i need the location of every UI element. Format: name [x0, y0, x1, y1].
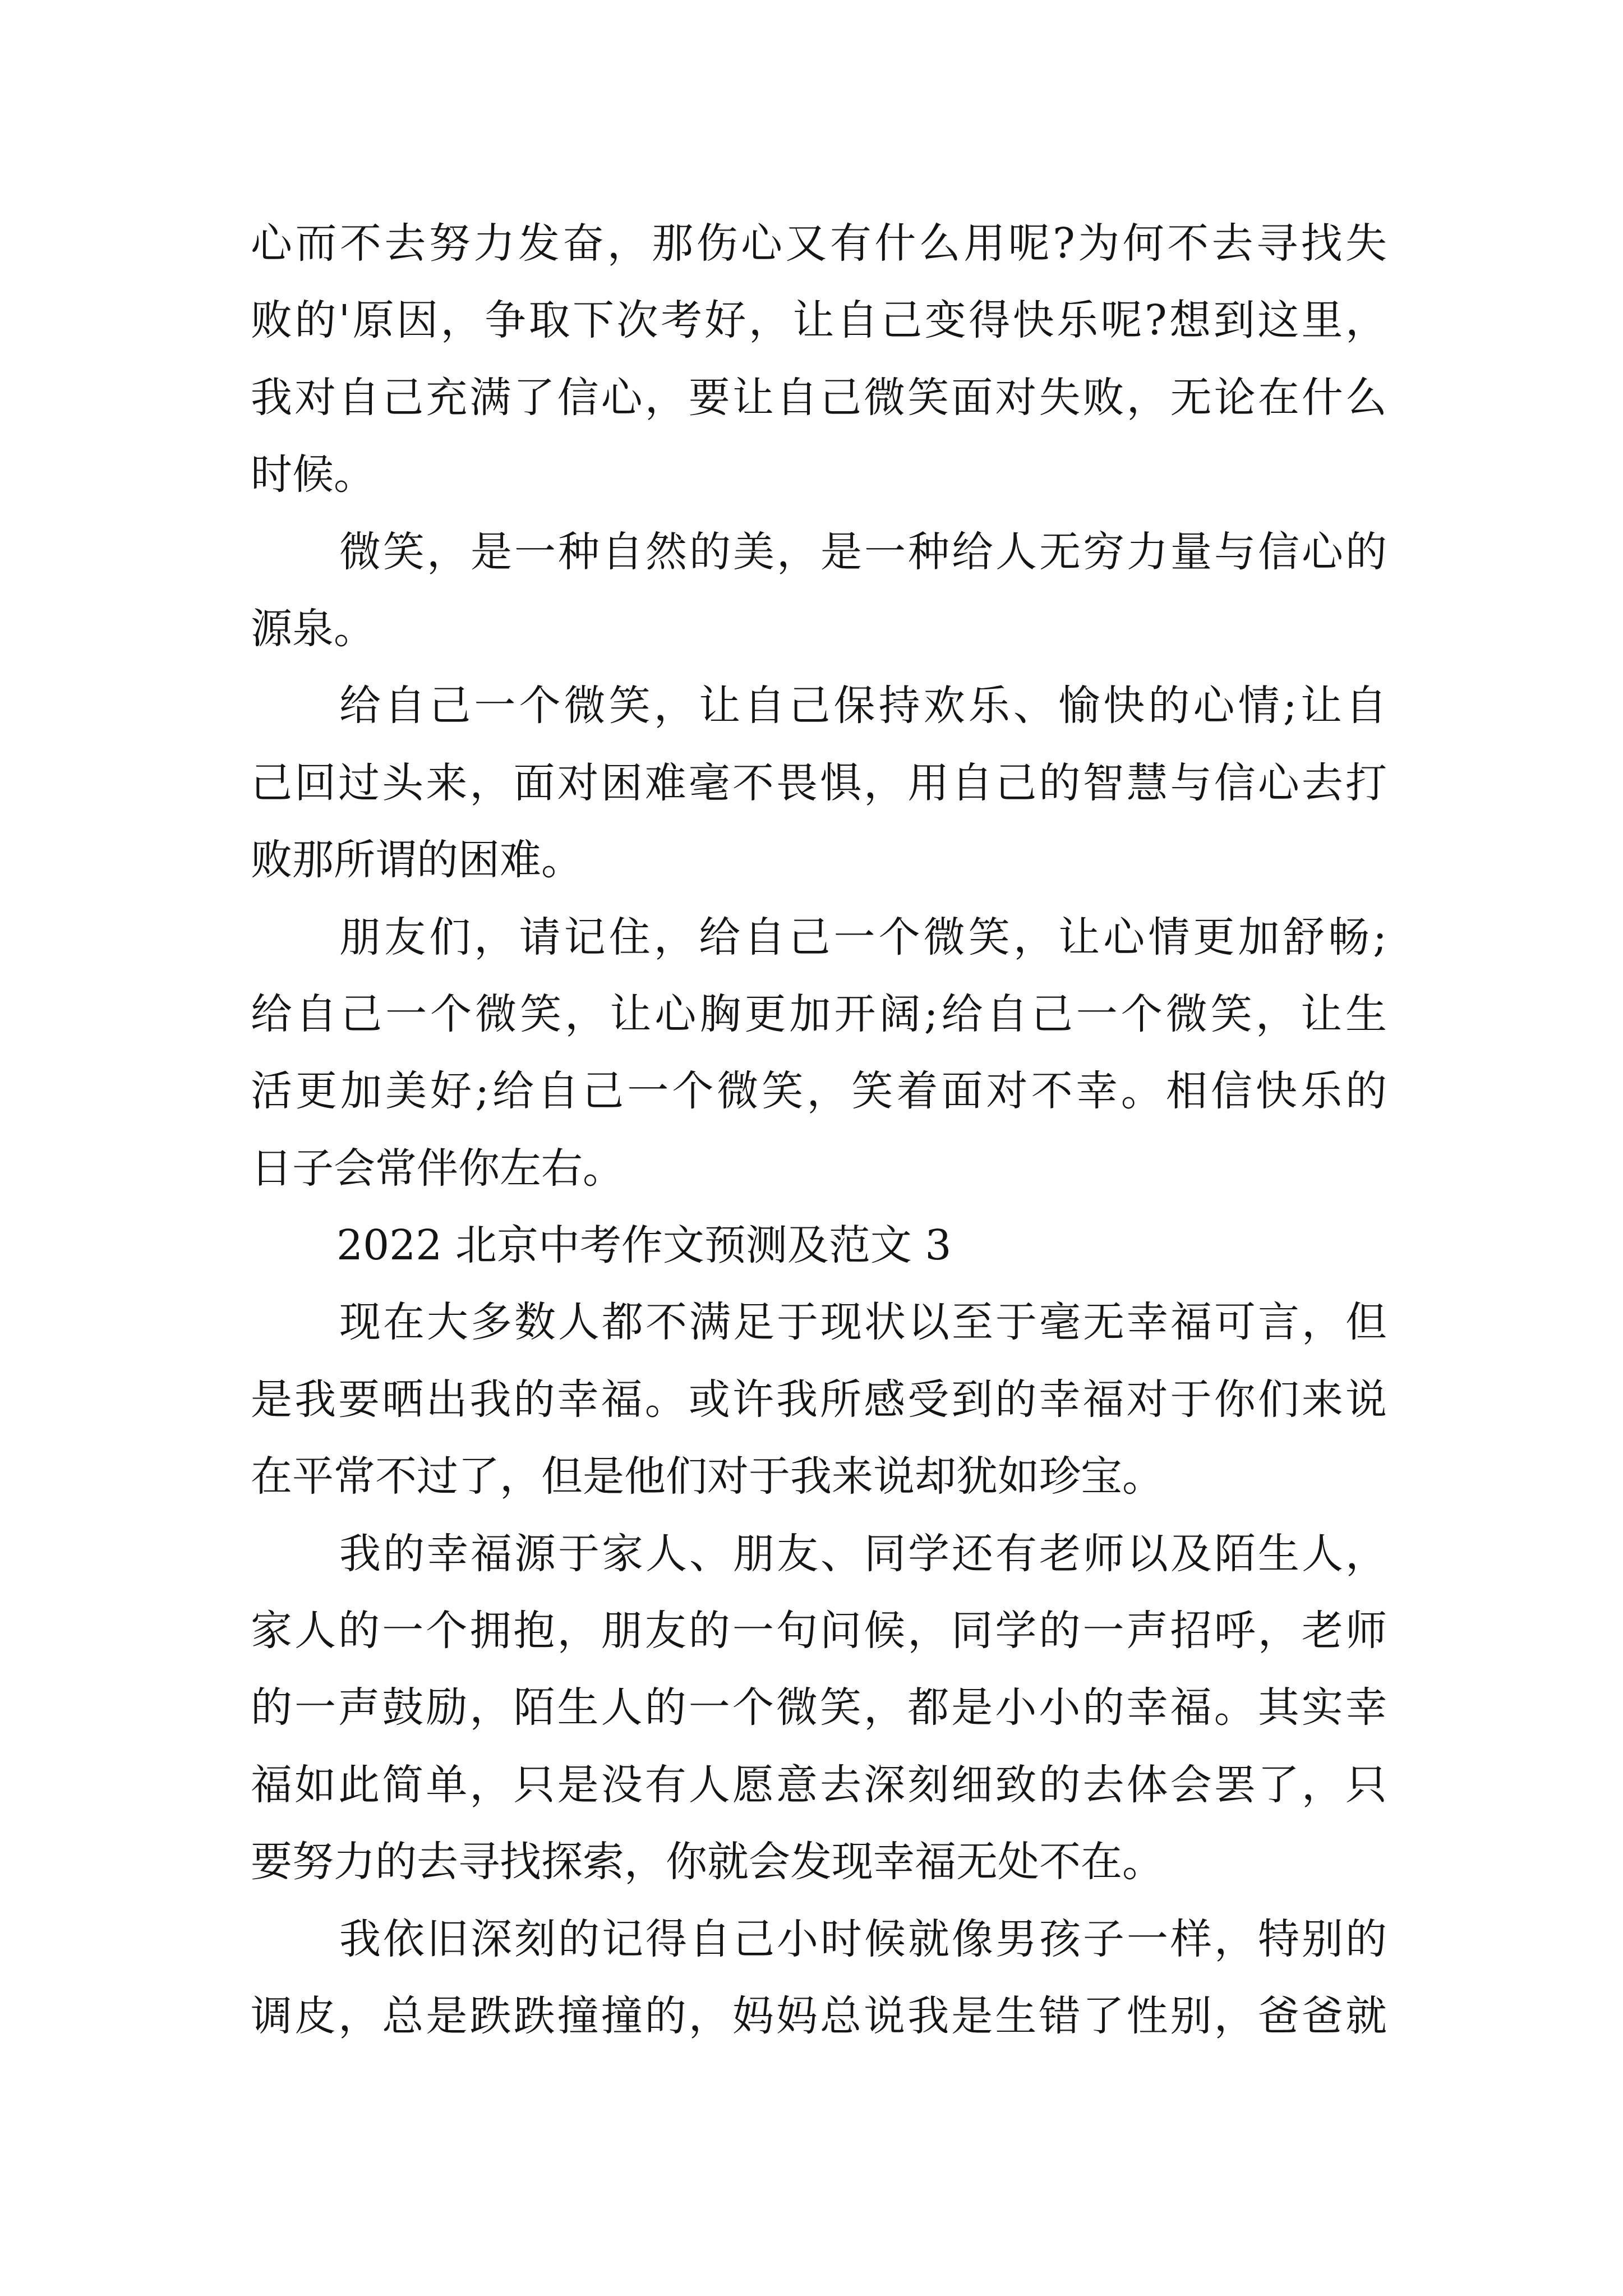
paragraph — [251, 1284, 1387, 1515]
text-line: 日子会常伴你左右。 — [251, 1144, 624, 1193]
paragraph — [251, 668, 1387, 899]
paragraph — [251, 899, 1387, 1208]
text-line: 我依旧深刻的记得自己小时候就像男孩子一样，特别的 — [339, 1915, 1387, 1963]
text-line: 心而不去努力发奋，那伤心又有什么用呢?为何不去寻找失 — [251, 219, 1387, 268]
paragraph — [251, 1901, 1387, 2055]
text-line: 我对自己充满了信心，要让自己微笑面对失败，无论在什么 — [251, 373, 1387, 422]
text-line: 源泉。 — [251, 604, 375, 653]
text-line: 要努力的去寻找探索，你就会发现幸福无处不在。 — [251, 1838, 1164, 1887]
text-line: 是我要晒出我的幸福。或许我所感受到的幸福对于你们来说 — [251, 1375, 1387, 1424]
text-line: 朋友们，请记住，给自己一个微笑，让心情更加舒畅; — [339, 913, 1387, 961]
text-line: 给自己一个微笑，让心胸更加开阔;给自己一个微笑，让生 — [251, 990, 1387, 1038]
text-line: 我的幸福源于家人、朋友、同学还有老师以及陌生人， — [339, 1529, 1387, 1578]
paragraph — [251, 514, 1387, 668]
text-line: 的一声鼓励，陌生人的一个微笑，都是小小的幸福。其实幸 — [251, 1683, 1387, 1732]
text-line: 败的'原因，争取下次考好，让自己变得快乐呢?想到这里， — [251, 296, 1387, 345]
text-line: 调皮，总是跌跌撞撞的，妈妈总说我是生错了性别，爸爸就 — [251, 1991, 1387, 2040]
text-line: 败那所谓的困难。 — [251, 836, 583, 885]
text-line: 福如此简单，只是没有人愿意去深刻细致的去体会罢了，只 — [251, 1760, 1387, 1809]
text-line: 家人的一个拥抱，朋友的一句问候，同学的一声招呼，老师 — [251, 1607, 1387, 1655]
paragraph — [251, 1516, 1387, 1901]
text-line: 给自己一个微笑，让自己保持欢乐、愉快的心情;让自 — [339, 682, 1387, 730]
text-line: 微笑，是一种自然的美，是一种给人无穷力量与信心的 — [339, 527, 1387, 576]
text-line: 现在大多数人都不满足于现状以至于毫无幸福可言，但 — [339, 1298, 1387, 1347]
document-body — [251, 205, 1387, 2055]
paragraph — [251, 205, 1387, 514]
text-line: 时候。 — [251, 450, 375, 499]
text-line: 活更加美好;给自己一个微笑，笑着面对不幸。相信快乐的 — [251, 1067, 1387, 1116]
text-line: 己回过头来，面对困难毫不畏惧，用自己的智慧与信心去打 — [251, 758, 1387, 807]
section-heading: 2022 北京中考作文预测及范文 3 — [336, 1221, 952, 1270]
text-line: 在平常不过了，但是他们对于我来说却犹如珍宝。 — [251, 1452, 1164, 1501]
